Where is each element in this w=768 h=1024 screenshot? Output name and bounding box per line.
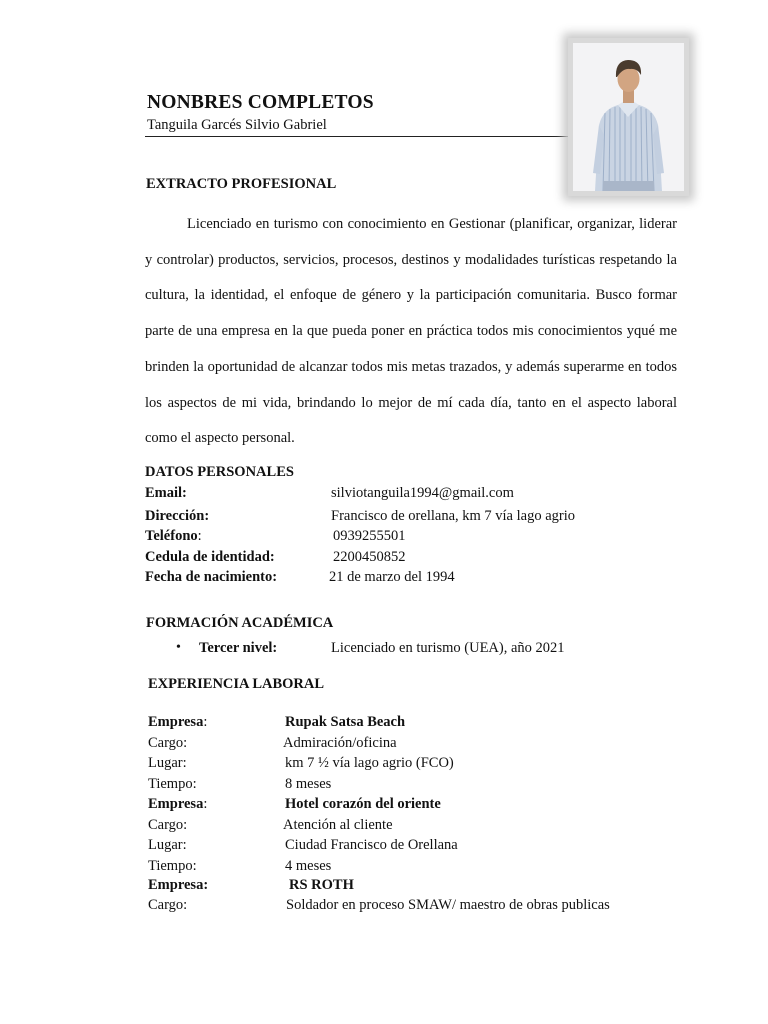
education-title: FORMACIÓN ACADÉMICA [146, 615, 334, 631]
phone-label: Teléfono [145, 528, 198, 544]
birthdate-value: 21 de marzo del 1994 [329, 569, 455, 585]
personal-title: DATOS PERSONALES [145, 464, 294, 480]
summary-text: Licenciado en turismo con conocimiento en Gestionar (planificar, organizar, liderar y controlar) productos, servicios, procesos, destinos y modalidades turísticas respetando la cultura, la identidad, el enfoque de género y la participación comunitaria. Busco formar parte de una empresa en la que pueda poner en práctica todos mis conocimientos yqué me brinden la oportunidad de alcanzar todos mis metas trazados, y además superarme en todos los aspectos de mi vida, brindando lo mejor de mí cada día, tanto en el aspecto laboral como el aspecto personal. [145, 216, 677, 447]
job2-tiempo-label: Tiempo: [148, 858, 197, 874]
job3-cargo: Soldador en proceso SMAW/ maestro de obras publicas [286, 897, 610, 913]
email-label: Email: [145, 485, 187, 501]
job1-company: Rupak Satsa Beach [285, 714, 406, 730]
job1-tiempo-label: Tiempo: [148, 776, 197, 792]
job2-lugar: Ciudad Francisco de Orellana [285, 837, 458, 853]
job2-cargo: Atención al cliente [283, 817, 393, 833]
birthdate-label: Fecha de nacimiento: [145, 569, 278, 585]
phone-value: 0939255501 [333, 528, 406, 544]
experience-title: EXPERIENCIA LABORAL [148, 676, 325, 692]
header-divider [145, 136, 572, 137]
job2-cargo-label: Cargo: [148, 817, 188, 833]
job2-lugar-label: Lugar: [148, 837, 187, 853]
job2-company-label: Empresa [148, 796, 204, 812]
address-value: Francisco de orellana, km 7 vía lago agrio [331, 508, 576, 524]
profile-photo-frame [568, 38, 689, 196]
job1-cargo: Admiración/oficina [283, 735, 397, 751]
phone-label-colon: : [197, 528, 202, 544]
education-value: Licenciado en turismo (UEA), año 2021 [331, 640, 565, 656]
email-value: silviotanguila1994@gmail.com [331, 485, 514, 501]
job1-company-label: Empresa [148, 714, 204, 730]
job2-company: Hotel corazón del oriente [285, 796, 441, 812]
job2-tiempo: 4 meses [285, 858, 332, 874]
job1-lugar-label: Lugar: [148, 755, 187, 771]
job1-lugar: km 7 ½ vía lago agrio (FCO) [285, 755, 454, 771]
address-label: Dirección: [145, 508, 210, 524]
education-label: Tercer nivel: [199, 640, 278, 656]
job3-cargo-label: Cargo: [148, 897, 188, 913]
summary-title: EXTRACTO PROFESIONAL [146, 176, 337, 192]
job1-cargo-label: Cargo: [148, 735, 188, 751]
job3-company: RS ROTH [289, 877, 354, 893]
job1-tiempo: 8 meses [285, 776, 332, 792]
name-heading: NONBRES COMPLETOS [147, 92, 374, 113]
education-bullet: • [176, 640, 181, 655]
full-name: Tanguila Garcés Silvio Gabriel [147, 117, 327, 133]
job1-company-colon: : [203, 714, 208, 730]
id-value: 2200450852 [333, 549, 406, 565]
job2-company-label-group [148, 796, 207, 813]
job1-company-label-group [148, 714, 207, 731]
job2-company-colon: : [203, 796, 208, 812]
job3-company-label: Empresa: [148, 877, 209, 893]
phone-label-group [145, 528, 202, 545]
id-label: Cedula de identidad: [145, 549, 275, 565]
profile-photo [573, 43, 684, 191]
